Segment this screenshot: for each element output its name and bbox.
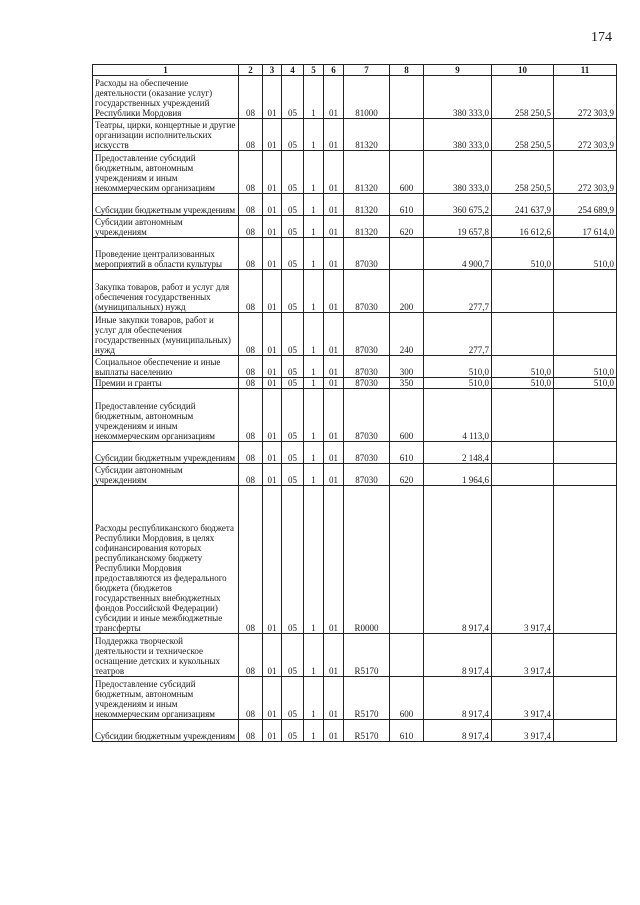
cell-col-3: 01 bbox=[263, 76, 282, 119]
cell-col-6: 01 bbox=[324, 356, 344, 378]
cell-col-11: 17 614,0 bbox=[554, 216, 617, 238]
cell-col-7: R0000 bbox=[344, 486, 390, 634]
cell-col-9: 510,0 bbox=[424, 356, 492, 378]
cell-col-11 bbox=[554, 486, 617, 634]
cell-col-8 bbox=[390, 76, 424, 119]
cell-col-10 bbox=[492, 464, 554, 486]
table-row bbox=[93, 378, 617, 389]
cell-col-3: 01 bbox=[263, 216, 282, 238]
column-header-2: 2 bbox=[239, 65, 263, 76]
cell-col-9: 380 333,0 bbox=[424, 151, 492, 194]
cell-col-2: 08 bbox=[239, 486, 263, 634]
cell-col-11: 510,0 bbox=[554, 378, 617, 389]
column-header-9: 9 bbox=[424, 65, 492, 76]
table-row bbox=[93, 486, 617, 634]
cell-col-9: 380 333,0 bbox=[424, 119, 492, 151]
cell-col-11 bbox=[554, 634, 617, 677]
cell-col-6: 01 bbox=[324, 238, 344, 270]
cell-col-5: 1 bbox=[304, 119, 324, 151]
cell-col-11 bbox=[554, 442, 617, 464]
budget-table bbox=[92, 64, 617, 742]
cell-col-10 bbox=[492, 270, 554, 313]
cell-col-6: 01 bbox=[324, 486, 344, 634]
cell-col-10: 241 637,9 bbox=[492, 194, 554, 216]
cell-col-5: 1 bbox=[304, 194, 324, 216]
cell-col-9: 380 333,0 bbox=[424, 76, 492, 119]
cell-col-11: 510,0 bbox=[554, 356, 617, 378]
cell-col-3: 01 bbox=[263, 464, 282, 486]
cell-col-5: 1 bbox=[304, 238, 324, 270]
cell-col-4: 05 bbox=[282, 216, 304, 238]
cell-col-10 bbox=[492, 389, 554, 442]
cell-col-3: 01 bbox=[263, 151, 282, 194]
table-row bbox=[93, 216, 617, 238]
cell-col-2: 08 bbox=[239, 720, 263, 742]
cell-col-7: 81320 bbox=[344, 216, 390, 238]
cell-col-3: 01 bbox=[263, 238, 282, 270]
cell-col-11: 272 303,9 bbox=[554, 151, 617, 194]
cell-col-8: 610 bbox=[390, 442, 424, 464]
row-name-cell: Социальное обеспечение и иные выплаты населению bbox=[93, 356, 239, 378]
cell-col-3: 01 bbox=[263, 634, 282, 677]
cell-col-4: 05 bbox=[282, 677, 304, 720]
row-name-cell: Субсидии автономным учреждениям bbox=[93, 464, 239, 486]
row-name-cell: Театры, цирки, концертные и другие организации исполнительских искусств bbox=[93, 119, 239, 151]
row-name-cell: Субсидии автономным учреждениям bbox=[93, 216, 239, 238]
table-row bbox=[93, 464, 617, 486]
cell-col-5: 1 bbox=[304, 313, 324, 356]
cell-col-9: 2 148,4 bbox=[424, 442, 492, 464]
cell-col-4: 05 bbox=[282, 313, 304, 356]
cell-col-3: 01 bbox=[263, 270, 282, 313]
table-row bbox=[93, 238, 617, 270]
cell-col-5: 1 bbox=[304, 151, 324, 194]
cell-col-4: 05 bbox=[282, 486, 304, 634]
cell-col-7: 81320 bbox=[344, 194, 390, 216]
cell-col-2: 08 bbox=[239, 442, 263, 464]
cell-col-7: 87030 bbox=[344, 378, 390, 389]
column-header-3: 3 bbox=[263, 65, 282, 76]
cell-col-8 bbox=[390, 486, 424, 634]
cell-col-8: 620 bbox=[390, 464, 424, 486]
cell-col-5: 1 bbox=[304, 389, 324, 442]
table-row bbox=[93, 76, 617, 119]
cell-col-7: R5170 bbox=[344, 634, 390, 677]
cell-col-8: 620 bbox=[390, 216, 424, 238]
cell-col-4: 05 bbox=[282, 238, 304, 270]
cell-col-2: 08 bbox=[239, 313, 263, 356]
cell-col-2: 08 bbox=[239, 119, 263, 151]
cell-col-7: 87030 bbox=[344, 442, 390, 464]
cell-col-7: 81000 bbox=[344, 76, 390, 119]
cell-col-11 bbox=[554, 464, 617, 486]
table-row bbox=[93, 634, 617, 677]
cell-col-6: 01 bbox=[324, 76, 344, 119]
cell-col-10: 3 917,4 bbox=[492, 720, 554, 742]
cell-col-10: 3 917,4 bbox=[492, 677, 554, 720]
cell-col-4: 05 bbox=[282, 378, 304, 389]
cell-col-3: 01 bbox=[263, 677, 282, 720]
page-number: 174 bbox=[591, 30, 612, 45]
cell-col-5: 1 bbox=[304, 356, 324, 378]
column-header-1: 1 bbox=[93, 65, 239, 76]
cell-col-3: 01 bbox=[263, 356, 282, 378]
column-header-11: 11 bbox=[554, 65, 617, 76]
cell-col-4: 05 bbox=[282, 464, 304, 486]
cell-col-10: 16 612,6 bbox=[492, 216, 554, 238]
cell-col-3: 01 bbox=[263, 378, 282, 389]
cell-col-6: 01 bbox=[324, 119, 344, 151]
table-row bbox=[93, 677, 617, 720]
cell-col-5: 1 bbox=[304, 677, 324, 720]
cell-col-11: 510,0 bbox=[554, 238, 617, 270]
cell-col-8 bbox=[390, 119, 424, 151]
cell-col-2: 08 bbox=[239, 356, 263, 378]
cell-col-2: 08 bbox=[239, 76, 263, 119]
cell-col-9: 8 917,4 bbox=[424, 634, 492, 677]
cell-col-3: 01 bbox=[263, 389, 282, 442]
cell-col-4: 05 bbox=[282, 194, 304, 216]
cell-col-4: 05 bbox=[282, 119, 304, 151]
cell-col-4: 05 bbox=[282, 270, 304, 313]
cell-col-2: 08 bbox=[239, 634, 263, 677]
row-name-cell: Иные закупки товаров, работ и услуг для обеспечения государственных (муниципальных) нужд bbox=[93, 313, 239, 356]
cell-col-8 bbox=[390, 634, 424, 677]
table-row bbox=[93, 313, 617, 356]
row-name-cell: Предоставление субсидий бюджетным, автономным учреждениям и иным некоммерческим организациям bbox=[93, 389, 239, 442]
row-name-cell: Премии и гранты bbox=[93, 378, 239, 389]
cell-col-11 bbox=[554, 677, 617, 720]
cell-col-9: 510,0 bbox=[424, 378, 492, 389]
cell-col-5: 1 bbox=[304, 720, 324, 742]
cell-col-4: 05 bbox=[282, 442, 304, 464]
cell-col-8: 600 bbox=[390, 677, 424, 720]
table-row bbox=[93, 389, 617, 442]
cell-col-7: 87030 bbox=[344, 464, 390, 486]
cell-col-7: 87030 bbox=[344, 356, 390, 378]
cell-col-4: 05 bbox=[282, 634, 304, 677]
cell-col-4: 05 bbox=[282, 720, 304, 742]
cell-col-6: 01 bbox=[324, 634, 344, 677]
cell-col-8: 300 bbox=[390, 356, 424, 378]
cell-col-7: 81320 bbox=[344, 119, 390, 151]
cell-col-6: 01 bbox=[324, 151, 344, 194]
cell-col-4: 05 bbox=[282, 389, 304, 442]
cell-col-9: 8 917,4 bbox=[424, 677, 492, 720]
cell-col-10: 510,0 bbox=[492, 238, 554, 270]
cell-col-6: 01 bbox=[324, 442, 344, 464]
cell-col-10 bbox=[492, 442, 554, 464]
cell-col-11 bbox=[554, 720, 617, 742]
cell-col-8: 350 bbox=[390, 378, 424, 389]
row-name-cell: Субсидии бюджетным учреждениям bbox=[93, 442, 239, 464]
cell-col-9: 8 917,4 bbox=[424, 720, 492, 742]
cell-col-6: 01 bbox=[324, 194, 344, 216]
cell-col-10: 3 917,4 bbox=[492, 486, 554, 634]
cell-col-4: 05 bbox=[282, 356, 304, 378]
cell-col-9: 19 657,8 bbox=[424, 216, 492, 238]
cell-col-11: 272 303,9 bbox=[554, 119, 617, 151]
cell-col-10: 258 250,5 bbox=[492, 119, 554, 151]
cell-col-7: 81320 bbox=[344, 151, 390, 194]
cell-col-3: 01 bbox=[263, 486, 282, 634]
cell-col-5: 1 bbox=[304, 464, 324, 486]
table-row bbox=[93, 442, 617, 464]
table-row bbox=[93, 194, 617, 216]
cell-col-4: 05 bbox=[282, 76, 304, 119]
table-row bbox=[93, 151, 617, 194]
cell-col-8: 240 bbox=[390, 313, 424, 356]
cell-col-10: 510,0 bbox=[492, 356, 554, 378]
row-name-cell: Субсидии бюджетным учреждениям bbox=[93, 194, 239, 216]
row-name-cell: Предоставление субсидий бюджетным, автономным учреждениям и иным некоммерческим организациям bbox=[93, 677, 239, 720]
cell-col-5: 1 bbox=[304, 634, 324, 677]
cell-col-2: 08 bbox=[239, 464, 263, 486]
cell-col-9: 4 900,7 bbox=[424, 238, 492, 270]
cell-col-7: 87030 bbox=[344, 389, 390, 442]
cell-col-11: 254 689,9 bbox=[554, 194, 617, 216]
cell-col-11 bbox=[554, 389, 617, 442]
cell-col-7: 87030 bbox=[344, 270, 390, 313]
column-header-10: 10 bbox=[492, 65, 554, 76]
cell-col-10: 510,0 bbox=[492, 378, 554, 389]
cell-col-7: 87030 bbox=[344, 238, 390, 270]
cell-col-6: 01 bbox=[324, 313, 344, 356]
cell-col-3: 01 bbox=[263, 720, 282, 742]
column-header-7: 7 bbox=[344, 65, 390, 76]
cell-col-5: 1 bbox=[304, 270, 324, 313]
cell-col-11 bbox=[554, 270, 617, 313]
cell-col-7: 87030 bbox=[344, 313, 390, 356]
cell-col-2: 08 bbox=[239, 378, 263, 389]
cell-col-9: 277,7 bbox=[424, 313, 492, 356]
cell-col-5: 1 bbox=[304, 486, 324, 634]
row-name-cell: Расходы республиканского бюджета Республики Мордовия, в целях софинансирования которых республиканскому бюджету Республики Мордовия предоставляются из федерального бюджета (бюджетов государственных внебюджетных фондов Российской Федерации) субсидии и иные межбюджетные трансферты bbox=[93, 486, 239, 634]
row-name-cell: Субсидии бюджетным учреждениям bbox=[93, 720, 239, 742]
column-header-8: 8 bbox=[390, 65, 424, 76]
cell-col-6: 01 bbox=[324, 389, 344, 442]
cell-col-4: 05 bbox=[282, 151, 304, 194]
cell-col-3: 01 bbox=[263, 119, 282, 151]
cell-col-8: 200 bbox=[390, 270, 424, 313]
table-row bbox=[93, 270, 617, 313]
cell-col-9: 277,7 bbox=[424, 270, 492, 313]
cell-col-10: 258 250,5 bbox=[492, 76, 554, 119]
table-row bbox=[93, 720, 617, 742]
cell-col-2: 08 bbox=[239, 389, 263, 442]
cell-col-5: 1 bbox=[304, 378, 324, 389]
cell-col-5: 1 bbox=[304, 216, 324, 238]
cell-col-7: R5170 bbox=[344, 720, 390, 742]
cell-col-2: 08 bbox=[239, 238, 263, 270]
cell-col-3: 01 bbox=[263, 194, 282, 216]
row-name-cell: Поддержка творческой деятельности и техническое оснащение детских и кукольных театров bbox=[93, 634, 239, 677]
cell-col-9: 8 917,4 bbox=[424, 486, 492, 634]
cell-col-8: 610 bbox=[390, 194, 424, 216]
cell-col-7: R5170 bbox=[344, 677, 390, 720]
cell-col-10 bbox=[492, 313, 554, 356]
table-row bbox=[93, 356, 617, 378]
cell-col-2: 08 bbox=[239, 677, 263, 720]
cell-col-8: 600 bbox=[390, 151, 424, 194]
cell-col-5: 1 bbox=[304, 76, 324, 119]
cell-col-2: 08 bbox=[239, 270, 263, 313]
cell-col-9: 4 113,0 bbox=[424, 389, 492, 442]
cell-col-8: 600 bbox=[390, 389, 424, 442]
cell-col-9: 1 964,6 bbox=[424, 464, 492, 486]
column-header-6: 6 bbox=[324, 65, 344, 76]
cell-col-9: 360 675,2 bbox=[424, 194, 492, 216]
cell-col-2: 08 bbox=[239, 151, 263, 194]
row-name-cell: Проведение централизованных мероприятий в области культуры bbox=[93, 238, 239, 270]
cell-col-2: 08 bbox=[239, 216, 263, 238]
row-name-cell: Предоставление субсидий бюджетным, автономным учреждениям и иным некоммерческим организациям bbox=[93, 151, 239, 194]
cell-col-6: 01 bbox=[324, 677, 344, 720]
table-row bbox=[93, 119, 617, 151]
cell-col-5: 1 bbox=[304, 442, 324, 464]
cell-col-10: 3 917,4 bbox=[492, 634, 554, 677]
row-name-cell: Расходы на обеспечение деятельности (оказание услуг) государственных учреждений Республики Мордовия bbox=[93, 76, 239, 119]
cell-col-6: 01 bbox=[324, 216, 344, 238]
cell-col-10: 258 250,5 bbox=[492, 151, 554, 194]
cell-col-8: 610 bbox=[390, 720, 424, 742]
cell-col-6: 01 bbox=[324, 464, 344, 486]
column-header-4: 4 bbox=[282, 65, 304, 76]
row-name-cell: Закупка товаров, работ и услуг для обеспечения государственных (муниципальных) нужд bbox=[93, 270, 239, 313]
cell-col-11: 272 303,9 bbox=[554, 76, 617, 119]
table-header-row bbox=[93, 65, 617, 76]
cell-col-6: 01 bbox=[324, 720, 344, 742]
cell-col-2: 08 bbox=[239, 194, 263, 216]
cell-col-11 bbox=[554, 313, 617, 356]
column-header-5: 5 bbox=[304, 65, 324, 76]
cell-col-3: 01 bbox=[263, 442, 282, 464]
cell-col-6: 01 bbox=[324, 270, 344, 313]
cell-col-3: 01 bbox=[263, 313, 282, 356]
cell-col-8 bbox=[390, 238, 424, 270]
cell-col-6: 01 bbox=[324, 378, 344, 389]
